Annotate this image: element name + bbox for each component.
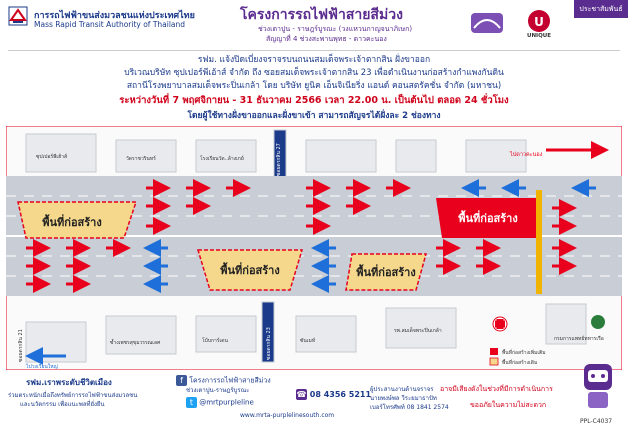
notice-lanes: โดยผู้ใช้ทางฝั่งขาออกและฝั่งขาเข้า สามารถสัญจรได้ฝั่งละ 2 ช่องทาง [187, 111, 441, 121]
hospital-icon [493, 317, 507, 331]
phone-contact[interactable] [296, 389, 371, 400]
phone-number: 08 4356 5211 [309, 390, 372, 399]
notice-date-range: ระหว่างวันที่ 7 พฤศจิกายน - 31 ธันวาคม 2566 เวลา 22.00 น. เป็นต้นไป ตลอด 24 ชั่วโมง [119, 95, 509, 106]
label-top-4: ซอยตากสิน 27 [276, 143, 282, 176]
label-bottom-2: ซ้ำงเพชรสุขุมวรรณเลศ [110, 340, 161, 346]
svg-text:U: U [534, 15, 544, 29]
traffic-coordinator-phone: เบอร์โทรศัพท์ 08 1841 2574 [370, 404, 449, 411]
facebook-label: โครงการรถไฟฟ้าสายสีม่วง [189, 376, 271, 385]
legend-item-2: พื้นที่ก่อสร้างเดิม [502, 360, 538, 366]
facebook-icon: f [176, 375, 187, 386]
website-link[interactable]: www.mrta-purplelinesouth.com [240, 412, 335, 419]
label-top-left: ซุปเปอร์พีเฮ้าส์ [36, 154, 68, 160]
twitter-label: @mrtpurpleline [199, 398, 254, 407]
zone-label-3: พื้นที่ก่อสร้าง [356, 266, 416, 279]
project-title: โครงการรถไฟฟ้าสายสีม่วง [240, 7, 403, 23]
twitter-link[interactable] [186, 397, 254, 408]
label-bottom-left: ไปวงเวียนใหญ่ [26, 364, 58, 370]
zone-label-4: พื้นที่ก่อสร้าง [458, 212, 518, 225]
traffic-coordinator-name: นายพงษ์พล วีระยมาธาปัท [370, 395, 437, 402]
org-name-thai: การรถไฟฟ้าขนส่งมวลชนแห่งประเทศไทย [34, 11, 195, 21]
navy-emblem-icon [591, 315, 605, 329]
footer-slogan: รฟม.เราพระตับชีวิตเมือง [26, 378, 112, 387]
notice-line-2: บริเวณบริษัท ซุปเปอร์พีเอ้าส์ จำกัด ถึง ซอยสมเด็จพระเจ้าตากสิน 23 เพื่อดำเนินงานก่อสร้างกำแพงกันดิน [124, 68, 504, 78]
mrta-logo [8, 6, 28, 26]
facebook-sub: ช่วงเตาปูน-ราษฎร์บูรณะ [186, 387, 250, 394]
traffic-map [6, 126, 622, 370]
noise-warning: อาจมีเสียงดังในช่วงที่มีการดำเนินการ [440, 385, 553, 393]
notice-line-1: รฟม. แจ้งปิดเบี่ยงจราจรบนถนนสมเด็จพระเจ้าตากสิน ฝั่งขาออก [197, 55, 431, 65]
footer-line-2: ร่วมตระหนักเมื่อถึงทรัพย์การรถไฟฟ้าขนส่งมวลชน [8, 392, 138, 399]
legend-item-1: พื้นที่ก่อสร้างเพิ่มเติม [502, 350, 546, 356]
zone-label-1: พื้นที่ก่อสร้าง [42, 216, 102, 229]
label-top-3: โรงเรียนวัด..ล้างเกย์ [200, 156, 244, 162]
label-bottom-1: ซอยตากสิน 21 [18, 329, 24, 362]
mascot-icon [578, 360, 618, 416]
traffic-coordinator-title: ผู้ประสานงานด้านจราจร [370, 386, 434, 393]
label-bottom-7: กรมการแพทย์ทหารเรือ [554, 336, 604, 342]
apology-text: ขออภัยในความไม่สะดวก [470, 401, 547, 409]
phone-icon: ☎ [296, 390, 307, 399]
footer-line-3: และนวัตกรรม เพื่อแนะพลที่ยั่งยืน [20, 401, 105, 408]
pr-tag: ประชาสัมพันธ์ [574, 0, 628, 18]
org-name-english: Mass Rapid Transit Authority of Thailand [34, 20, 186, 29]
barrier [536, 190, 542, 294]
label-bottom-3: โบ้บการ์เดน [202, 338, 228, 344]
label-bottom-5: ซันเมท์ [300, 338, 316, 344]
purple-line-logo [470, 10, 504, 36]
project-subtitle-2: สัญญาที่ 4 ช่วงสะพานพุทธ - ดาวคะนอง [266, 35, 387, 43]
document-code: PPL-C4037 [580, 418, 613, 425]
header-divider [8, 50, 620, 51]
project-subtitle-1: ช่วงเตาปูน - ราษฎร์บูรณะ (วงแหวนกาญจนาภิเษก) [258, 25, 413, 33]
label-bottom-6: รพ.สมเด็จพระปิ่นเกล้า [394, 328, 442, 334]
notice-line-3: สถานีโรงพยาบาลสมเด็จพระปิ่นเกล้า โดย บริษัท ยูนิค เอ็นจิเนียริ่ง แอนด์ คอนสตรัคชั่น จำกัด (มหาชน) [126, 81, 502, 91]
twitter-icon: t [186, 397, 197, 408]
zone-label-2: พื้นที่ก่อสร้าง [220, 264, 280, 277]
label-bottom-4: ซอยตากสิน 23 [266, 327, 272, 360]
unique-logo [524, 8, 554, 42]
label-top-right: ไปดาวคะนอง [510, 152, 543, 158]
unique-label: UNIQUE [526, 33, 551, 39]
label-top-2: วัดราชวรินทร์ [126, 156, 156, 162]
